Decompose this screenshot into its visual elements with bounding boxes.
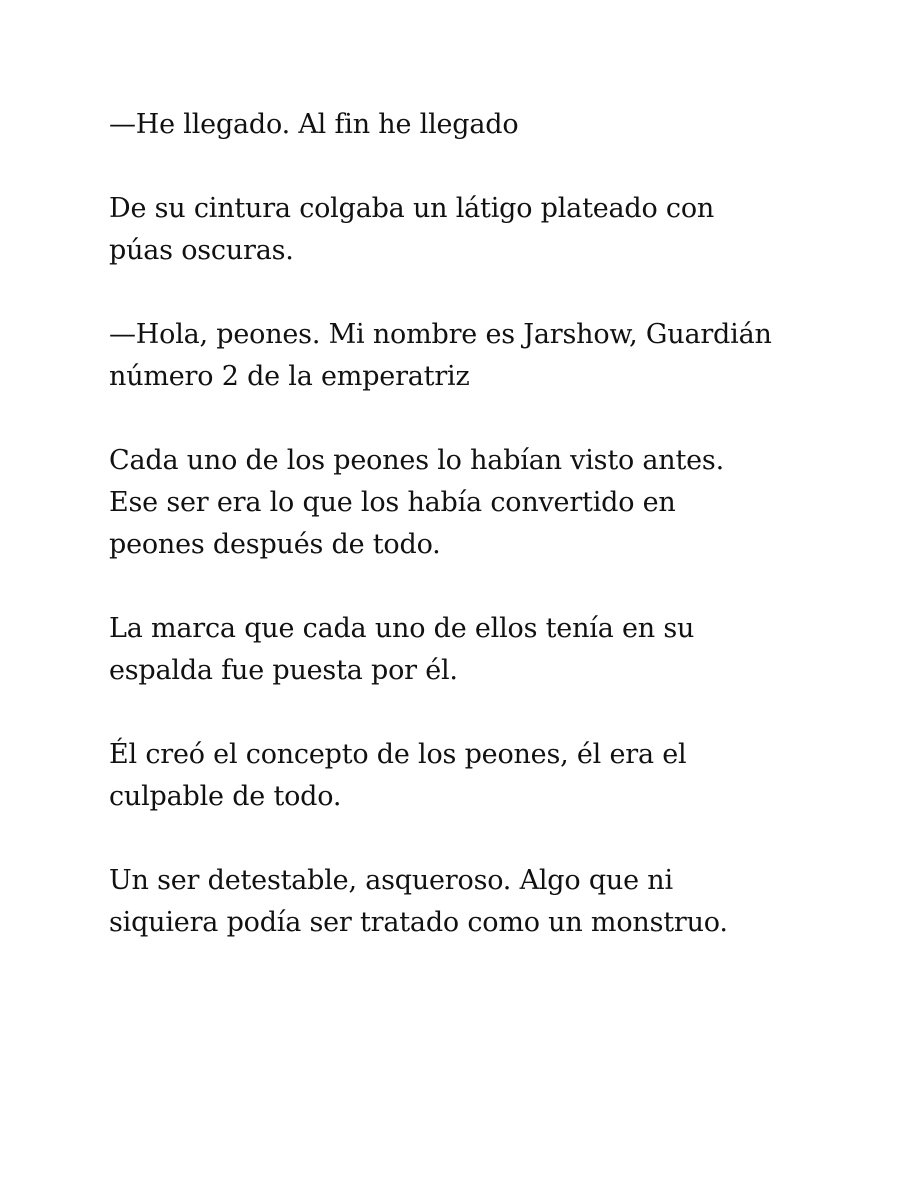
paragraph-7 bbox=[109, 860, 800, 944]
text-line: espalda fue puesta por él. bbox=[109, 655, 458, 686]
text-line: —Hola, peones. Mi nombre es Jarshow, Guardián bbox=[109, 319, 772, 350]
text-line: púas oscuras. bbox=[109, 235, 294, 266]
text-line: Cada uno de los peones lo habían visto antes. bbox=[109, 445, 724, 476]
text-line: peones después de todo. bbox=[109, 529, 441, 560]
paragraph-2 bbox=[109, 188, 800, 272]
text-line: Ese ser era lo que los había convertido en bbox=[109, 487, 676, 518]
text-line: —He llegado. Al fin he llegado bbox=[109, 109, 519, 140]
text-line: Un ser detestable, asqueroso. Algo que ni bbox=[109, 865, 673, 896]
paragraph-3 bbox=[109, 314, 800, 398]
text-line: Él creó el concepto de los peones, él era el bbox=[109, 739, 687, 770]
text-line: La marca que cada uno de ellos tenía en su bbox=[109, 613, 695, 644]
text-line: culpable de todo. bbox=[109, 781, 342, 812]
paragraph-6 bbox=[109, 734, 800, 818]
paragraph-5 bbox=[109, 608, 800, 692]
paragraph-1 bbox=[109, 104, 800, 146]
paragraph-4 bbox=[109, 440, 800, 566]
text-line: De su cintura colgaba un látigo plateado con bbox=[109, 193, 715, 224]
text-line: siquiera podía ser tratado como un monstruo. bbox=[109, 907, 728, 938]
text-line: número 2 de la emperatriz bbox=[109, 361, 470, 392]
